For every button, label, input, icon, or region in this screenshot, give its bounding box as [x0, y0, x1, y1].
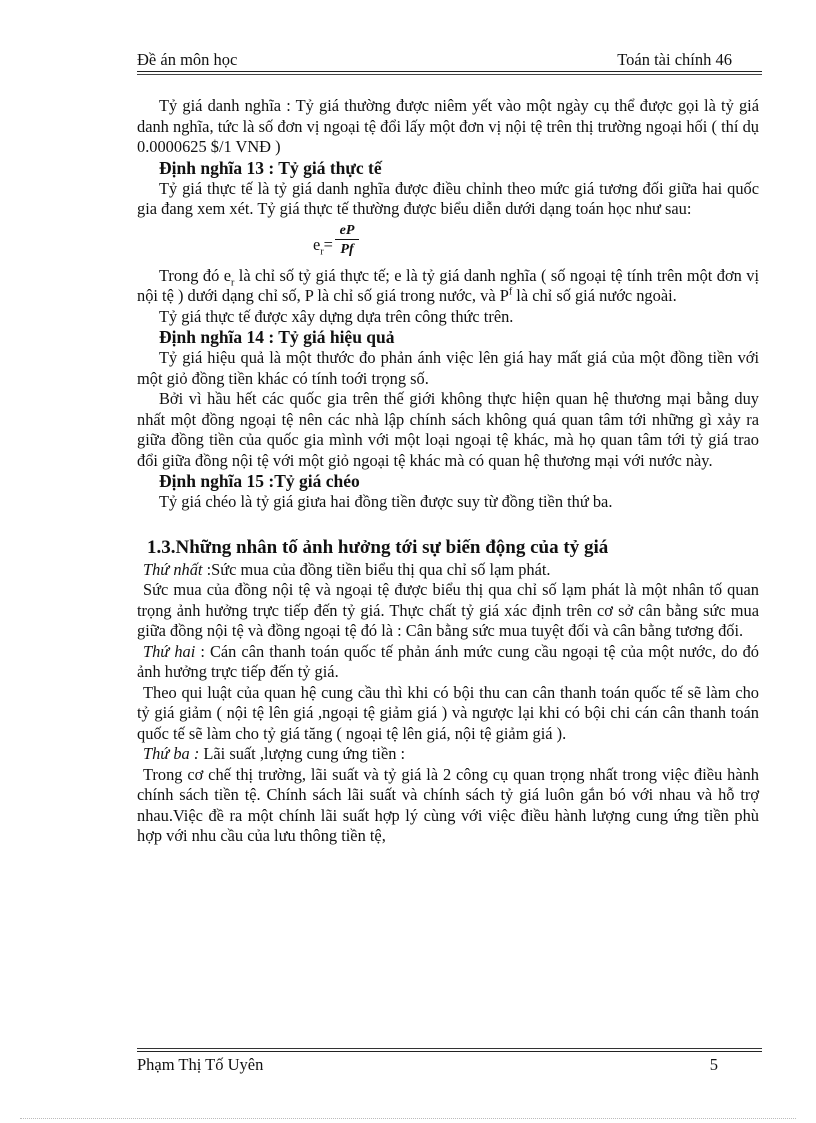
- formula-real-exchange-rate: [137, 220, 759, 266]
- header-rule: [137, 71, 762, 72]
- paragraph-cross-rate: Tỷ giá chéo là tỷ giá giưa hai đồng tiền được suy từ đồng tiền thứ ba.: [159, 492, 613, 511]
- formula-fraction: [335, 222, 359, 259]
- header-rule-thin: [137, 74, 762, 75]
- footer-rule-thin: [137, 1048, 762, 1049]
- page-header: [137, 50, 762, 72]
- paragraph-supply-demand: Theo qui luật của quan hệ cung cầu thì khi có bội thu can cân thanh toán quốc tế sẽ làm cho tỷ giá giảm ( nội tệ lên giá ,ngoại tệ giảm giá ) và ngược lại khi có bội chi cán cân thanh toán quốc tế sẽ làm cho tỷ giá tăng ( ngoại tệ lên giá, nội tệ giảm giá ).: [137, 682, 759, 743]
- paragraph-effective-rate: Tỷ giá hiệu quả là một thước đo phản ánh việc lên giá hay mất giá của một đồng tiền với một giỏ đồng tiền khác có tính toới trọng số.: [137, 348, 759, 388]
- formula-lhs: $e_r=$: [313, 234, 333, 257]
- paragraph-trade-basket: Bởi vì hầu hết các quốc gia trên thế giới không thực hiện quan hệ thương mại bằng duy nhất một đồng ngoại tệ nên các nhà lập chính sách không quá quan tâm tới những gì xảy ra giữa đồng tiền của quốc gia mình với một loại ngoại tệ khác, mà họ quan tâm tới tỷ giá trao đổi giữa đồng nội tệ với một giỏ ngoại tệ khác mà có quan hệ thương mại với nước này.: [137, 389, 759, 470]
- page-edge-dotted-line: [20, 1118, 796, 1119]
- heading-definition-14: Định nghĩa 14 : Tỷ giá hiệu quả: [159, 327, 395, 347]
- paragraph-purchasing-power: Sức mua của đồng nội tệ và ngoại tệ được biểu thị qua chỉ số lạm phát là một nhân tố quan trọng ảnh hưởng trực tiếp đến tỷ giá. Thực chất tỷ giá xác định trên cơ sở cân bằng sức mua giữa đồng nội tệ và đồng ngoại tệ đó là : Cân bằng sức mua tuyệt đối và cân bằng tương đối.: [137, 580, 759, 640]
- formula-denominator: Pf: [340, 241, 354, 257]
- section-gap: [137, 513, 759, 536]
- paragraph-real-rate: Tỷ giá thực tế là tỷ giá danh nghĩa được điều chỉnh theo mức giá tương đối giữa hai quốc gia đang xem xét. Tỷ giá thực tế thường được biểu diễn dưới dạng toán học như sau:: [137, 178, 759, 218]
- paragraph-interest-policy: Trong cơ chế thị trường, lãi suất và tỷ giá là 2 công cụ quan trọng nhất trong việc điều hành chính sách tiền tệ. Chính sách lãi suất và chính sách tỷ giá luôn gắn bó với nhau và hỗ trợ nhau.Việc đề ra một chính lãi suất hợp lý cùng với việc điều hành lượng cung ứng tiền phù hợp với nhu cầu của lưu thông tiền tệ,: [137, 764, 759, 845]
- page-body: [137, 96, 759, 847]
- page-number: 5: [709, 1055, 718, 1074]
- heading-definition-15: Định nghĩa 15 :Tỷ giá chéo: [159, 471, 360, 491]
- paragraph-first-factor: Thứ nhất :Sức mua của đồng tiền biểu thị qua chỉ số lạm phát.: [143, 559, 551, 579]
- heading-section-1-3: 1.3.Những nhân tố ảnh hưởng tới sự biến động của tỷ giá: [147, 536, 609, 558]
- heading-definition-13: Định nghĩa 13 : Tỷ giá thực tế: [159, 157, 382, 178]
- header-left-text: Đề án môn học: [137, 50, 238, 69]
- paragraph-third-factor: Thứ ba : Lãi suất ,lượng cung ứng tiền :: [143, 744, 406, 763]
- header-right-text: Toán tài chính 46: [617, 50, 732, 69]
- footer-author: Phạm Thị Tố Uyên: [137, 1055, 264, 1074]
- paragraph-nominal-rate: Tỷ giá danh nghĩa : Tỷ giá thường được niêm yết vào một ngày cụ thể được gọi là tỷ giá danh nghĩa, tức là số đơn vị ngoại tệ đổi lấy một đơn vị nội tệ trên thị trường ngoại hối ( thí dụ 0.0000625 $/1 VNĐ ): [137, 96, 759, 156]
- paragraph-where: Trong đó $e_r$ là chỉ số tỷ giá thực tế; e là tỷ giá danh nghĩa ( số ngoại tệ tính trên một đơn vị nội tệ ) dưới dạng chỉ số, P là chỉ số giá trong nước, và $P^f$ là chỉ số giá nước ngoài.: [137, 265, 760, 305]
- paragraph-second-factor: Thứ hai : Cán cân thanh toán quốc tế phản ánh mức cung cầu ngoại tệ của một nước, do đó ảnh hưởng trực tiếp đến tỷ giá.: [137, 641, 759, 681]
- formula-numerator: eP: [335, 222, 359, 240]
- footer-rule: [137, 1051, 762, 1052]
- paragraph-built-on-formula: Tỷ giá thực tế được xây dựng dựa trên công thức trên.: [159, 306, 514, 326]
